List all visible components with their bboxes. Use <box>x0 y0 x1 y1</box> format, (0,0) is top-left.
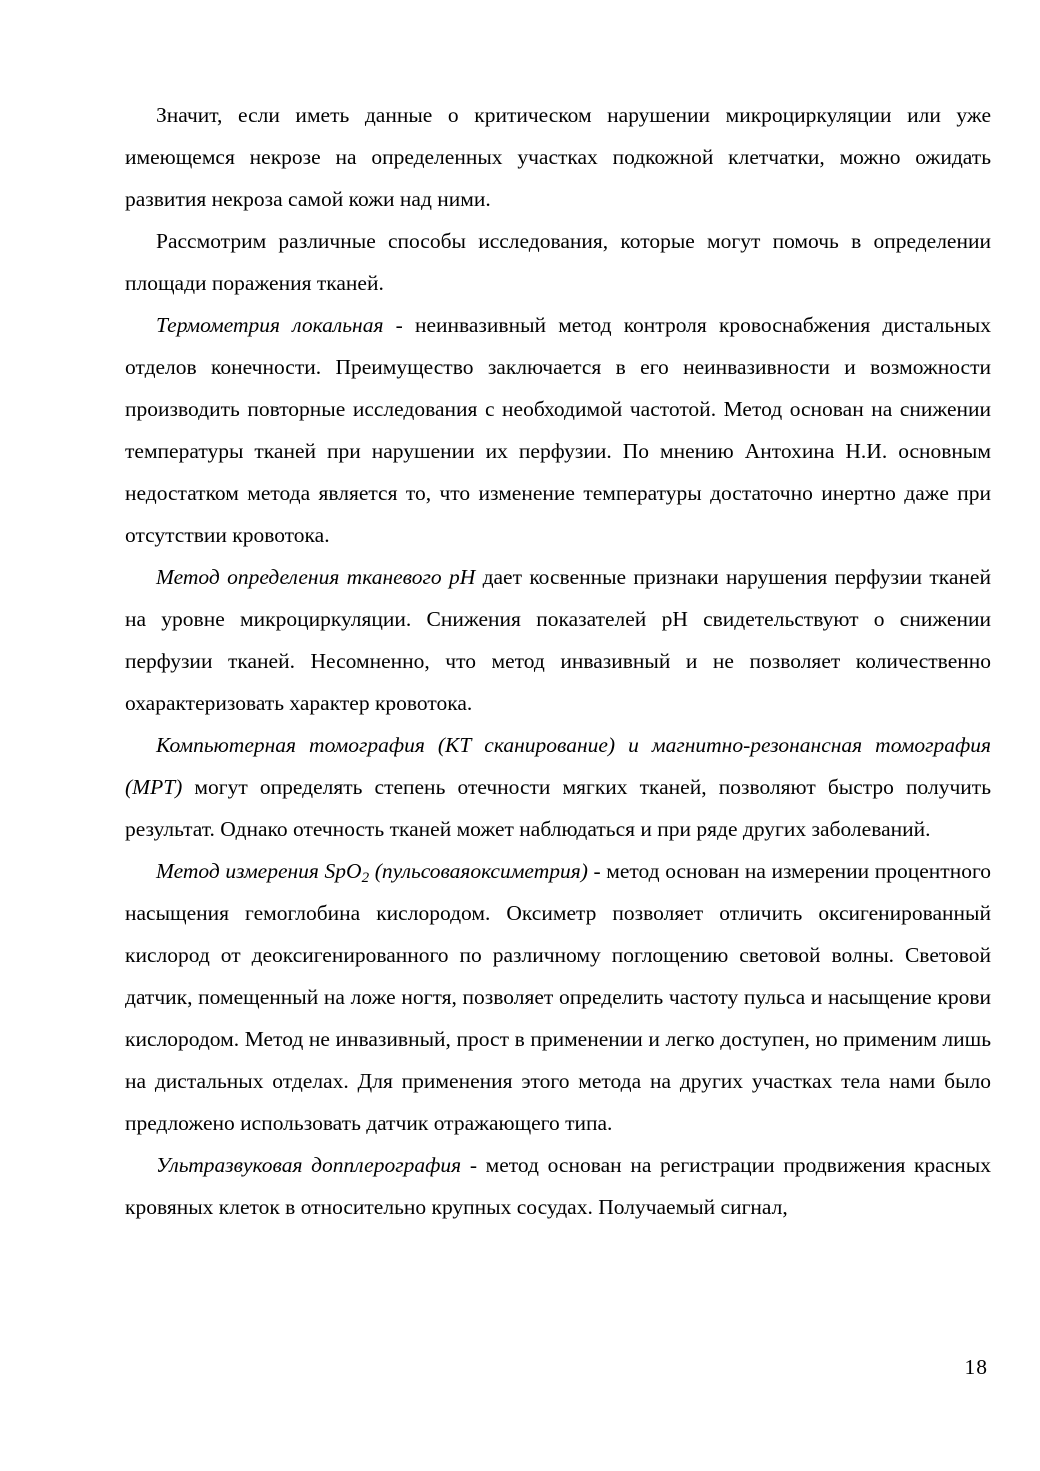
paragraph-tissue-ph <box>125 556 991 724</box>
paragraph-spo2 <box>125 850 991 1144</box>
paragraph-ct-mri <box>125 724 991 850</box>
paragraph-text: Рассмотрим различные способы исследования, которые могут помочь в определении площади поражения тканей. <box>125 229 991 295</box>
method-term <box>156 859 588 886</box>
paragraph-thermometry <box>125 304 991 556</box>
page-number: 18 <box>964 1355 988 1379</box>
method-term: Термометрия локальная <box>156 313 384 337</box>
method-term-suffix: (пульсоваяоксиметрия) <box>369 859 588 883</box>
method-term: Ультразвуковая допплерография <box>156 1153 462 1177</box>
method-term: Компьютерная томография (КТ сканирование) и магнитно-резонансная томография (МРТ) <box>125 733 991 799</box>
paragraph-text: - неинвазивный метод контроля кровоснабжения дистальных отделов конечности. Преимущество заключается в его неинвазивности и возможности производить повторные исследования с необходимой частотой. Метод основан на снижении температуры тканей при нарушении их перфузии. По мнению Антохина Н.И. основным недостатком метода является то, что изменение температуры достаточно инертно даже при отсутствии кровотока. <box>125 313 991 547</box>
paragraph-doppler <box>125 1144 991 1228</box>
paragraph-necrosis-intro <box>125 94 991 220</box>
method-term-subscript: 2 <box>361 869 370 886</box>
document-body <box>125 94 991 1228</box>
paragraph-text: - метод основан на регистрации продвижения красных кровяных клеток в относительно крупных сосудах. Получаемый сигнал, <box>125 1153 991 1219</box>
paragraph-text: - метод основан на измерении процентного насыщения гемоглобина кислородом. Оксиметр позволяет отличить оксигенированный кислород от деоксигенированного по различному поглощению световой волны. Световой датчик, помещенный на ложе ногтя, позволяет определить частоту пульса и насыщение крови кислородом. Метод не инвазивный, прост в применении и легко доступен, но применим лишь на дистальных отделах. Для применения этого метода на других участках тела нами было предложено использовать датчик отражающего типа. <box>125 859 991 1135</box>
paragraph-methods-intro <box>125 220 991 304</box>
paragraph-text: могут определять степень отечности мягких тканей, позволяют быстро получить результат. Однако отечность тканей может наблюдаться и при ряде других заболеваний. <box>125 775 991 841</box>
paragraph-text: дает косвенные признаки нарушения перфузии тканей на уровне микроциркуляции. Снижения показателей pH свидетельствуют о снижении перфузии тканей. Несомненно, что метод инвазивный и не позволяет количественно охарактеризовать характер кровотока. <box>125 565 991 715</box>
method-term: Метод определения тканевого pH <box>156 565 476 589</box>
method-term-prefix: Метод измерения SpO <box>156 859 362 883</box>
paragraph-text: Значит, если иметь данные о критическом нарушении микроциркуляции или уже имеющемся некрозе на определенных участках подкожной клетчатки, можно ожидать развития некроза самой кожи над ними. <box>125 103 991 211</box>
